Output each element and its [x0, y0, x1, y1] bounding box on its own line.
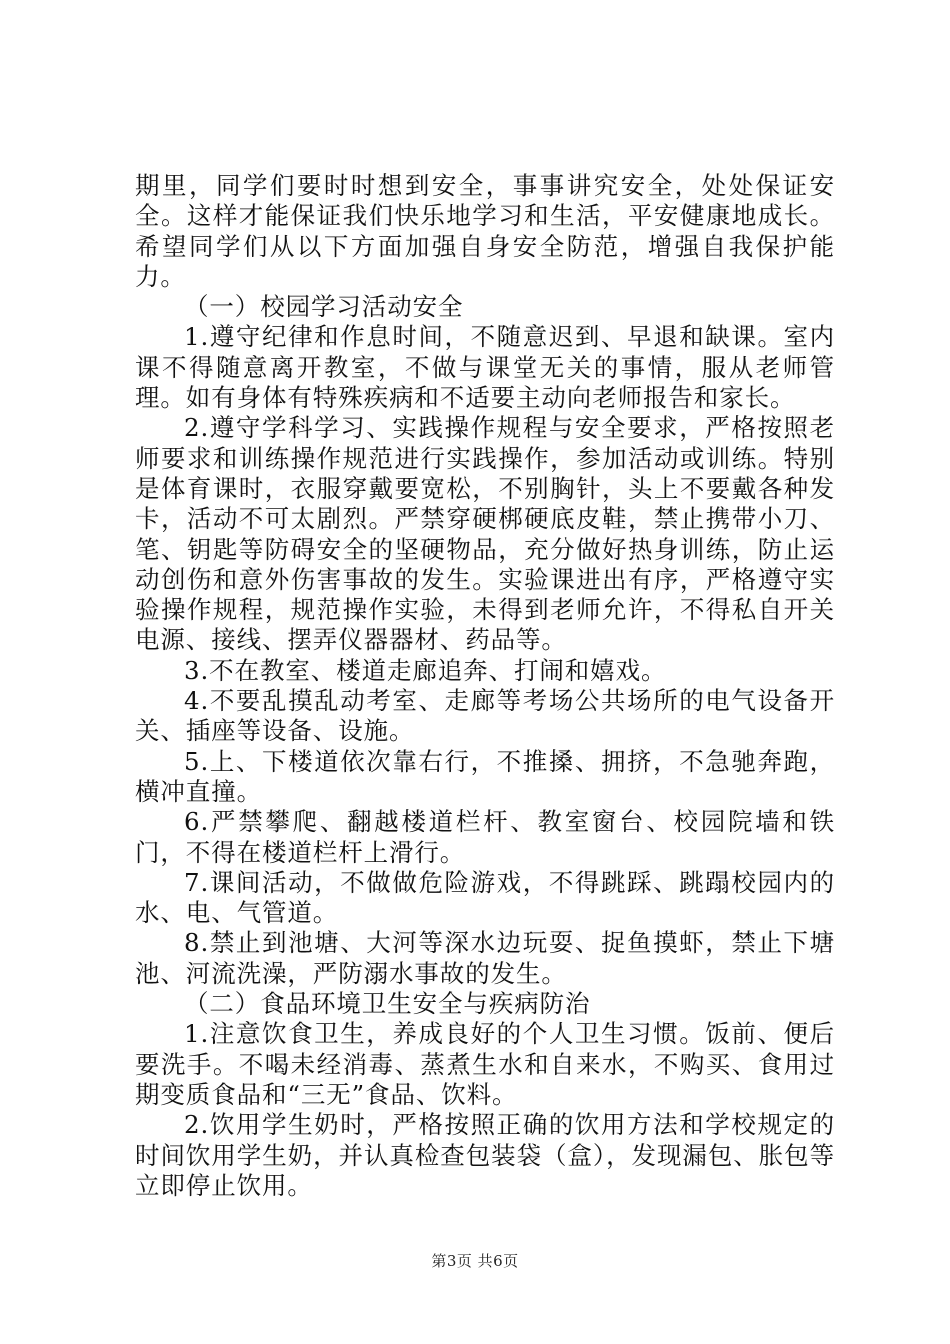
paragraph-food-item-2: 2.饮用学生奶时，严格按照正确的饮用方法和学校规定的时间饮用学生奶，并认真检查包装袋（盒），发现漏包、胀包等立即停止饮用。: [135, 1110, 835, 1200]
page-number-footer: 第3页 共6页: [431, 1252, 519, 1270]
paragraph-item-2: 2.遵守学科学习、实践操作规程与安全要求，严格按照老师要求和训练操作规范进行实践操作，参加活动或训练。特别是体育课时，衣服穿戴要宽松，不别胸针，头上不要戴各种发卡，活动不可太剧烈。严禁穿硬梆硬底皮鞋，禁止携带小刀、笔、钥匙等防碍安全的坚硬物品，充分做好热身训练，防止运动创伤和意外伤害事故的发生。实验课进出有序，严格遵守实验操作规程，规范操作实验，未得到老师允许，不得私自开关电源、接线、摆弄仪器器材、药品等。: [135, 413, 835, 655]
paragraph-item-4: 4.不要乱摸乱动考室、走廊等考场公共场所的电气设备开关、插座等设备、设施。: [135, 686, 835, 746]
document-body: [135, 171, 835, 1201]
paragraph-item-5: 5.上、下楼道依次靠右行，不推搡、拥挤，不急驰奔跑，横冲直撞。: [135, 746, 835, 806]
section-heading-campus-safety: （一）校园学习活动安全: [184, 292, 464, 322]
paragraph-food-item-1: 1.注意饮食卫生，养成良好的个人卫生习惯。饭前、便后要洗手。不喝未经消毒、蒸煮生水和自来水，不购买、食用过期变质食品和“三无”食品、饮料。: [135, 1019, 835, 1109]
paragraph-item-3: 3.不在教室、楼道走廊追奔、打闹和嬉戏。: [184, 655, 667, 685]
paragraph-intro-continued: 期里，同学们要时时想到安全，事事讲究安全，处处保证安全。这样才能保证我们快乐地学习和生活，平安健康地成长。希望同学们从以下方面加强自身安全防范，增强自我保护能力。: [135, 171, 835, 291]
paragraph-item-1: 1.遵守纪律和作息时间，不随意迟到、早退和缺课。室内课不得随意离开教室，不做与课堂无关的事情，服从老师管理。如有身体有特殊疾病和不适要主动向老师报告和家长。: [135, 322, 835, 413]
paragraph-item-7: 7.课间活动，不做做危险游戏，不得跳踩、跳蹋校园内的水、电、气管道。: [135, 867, 835, 928]
paragraph-item-6: 6.严禁攀爬、翻越楼道栏杆、教室窗台、校园院墙和铁门，不得在楼道栏杆上滑行。: [135, 807, 835, 867]
section-heading-food-hygiene: （二）食品环境卫生安全与疾病防治: [184, 989, 591, 1019]
paragraph-item-8: 8.禁止到池塘、大河等深水边玩耍、捉鱼摸虾，禁止下塘池、河流洗澡，严防溺水事故的发生。: [135, 928, 835, 988]
